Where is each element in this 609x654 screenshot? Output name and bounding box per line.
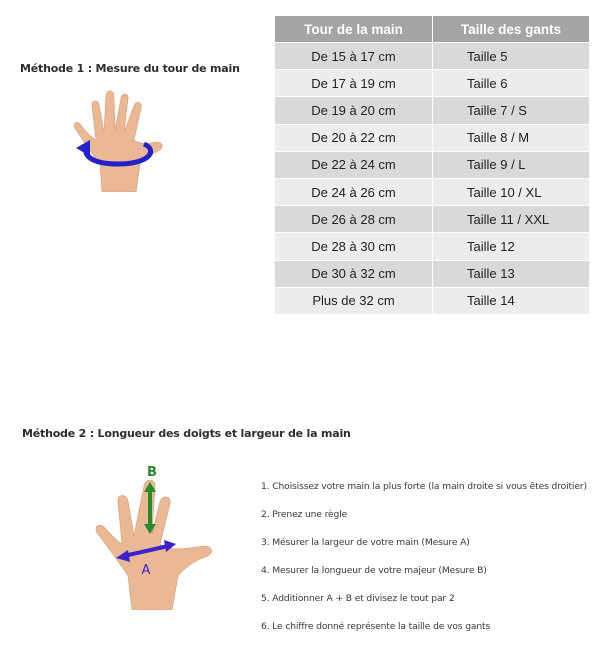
table-row — [275, 233, 590, 260]
table-row — [275, 70, 590, 97]
step-item: 2. Prenez une règle — [261, 509, 348, 520]
cell-size: Taille 8 / M — [433, 124, 590, 151]
cell-circumference: De 15 à 17 cm — [275, 43, 433, 70]
label-b: B — [147, 465, 157, 480]
method-2-title: Méthode 2 : Longueur des doigts et largeur de la main — [22, 427, 351, 440]
table-row — [275, 124, 590, 151]
table-row — [275, 178, 590, 205]
table-row — [275, 43, 590, 70]
cell-size: Taille 9 / L — [433, 151, 590, 178]
cell-size: Taille 6 — [433, 70, 590, 97]
table-row — [275, 206, 590, 233]
header-hand-circumference: Tour de la main — [275, 16, 433, 43]
cell-circumference: De 24 à 26 cm — [275, 178, 433, 205]
cell-circumference: De 19 à 20 cm — [275, 97, 433, 124]
header-glove-size: Taille des gants — [433, 16, 590, 43]
cell-circumference: De 30 à 32 cm — [275, 260, 433, 287]
cell-size: Taille 7 / S — [433, 97, 590, 124]
cell-size: Taille 10 / XL — [433, 178, 590, 205]
cell-circumference: De 20 à 22 cm — [275, 124, 433, 151]
step-item: 3. Mésurer la largeur de votre main (Mesure A) — [261, 537, 470, 548]
measurement-steps-list — [261, 481, 587, 649]
cell-circumference: De 28 à 30 cm — [275, 233, 433, 260]
table-row — [275, 287, 590, 314]
table-header-row — [275, 16, 590, 43]
table-row — [275, 260, 590, 287]
cell-size: Taille 12 — [433, 233, 590, 260]
cell-circumference: De 22 à 24 cm — [275, 151, 433, 178]
cell-circumference: De 17 à 19 cm — [275, 70, 433, 97]
method-1-title: Méthode 1 : Mesure du tour de main — [20, 62, 240, 75]
label-a: A — [141, 563, 151, 578]
cell-size: Taille 13 — [433, 260, 590, 287]
cell-circumference: Plus de 32 cm — [275, 287, 433, 314]
table-row — [275, 151, 590, 178]
cell-size: Taille 11 / XXL — [433, 206, 590, 233]
hand-circumference-arrow-icon — [66, 84, 176, 192]
glove-size-table — [275, 16, 590, 315]
step-item: 1. Choisissez votre main la plus forte (la main droite si vous êtes droitier) — [261, 481, 587, 492]
hand-measure-a-b-icon — [86, 460, 226, 610]
step-item: 4. Mesurer la longueur de votre majeur (Mesure B) — [261, 565, 487, 576]
table-row — [275, 97, 590, 124]
step-item: 5. Additionner A + B et divisez le tout par 2 — [261, 593, 455, 604]
step-item: 6. Le chiffre donné représente la taille de vos gants — [261, 621, 491, 632]
cell-circumference: De 26 à 28 cm — [275, 206, 433, 233]
cell-size: Taille 14 — [433, 287, 590, 314]
cell-size: Taille 5 — [433, 43, 590, 70]
